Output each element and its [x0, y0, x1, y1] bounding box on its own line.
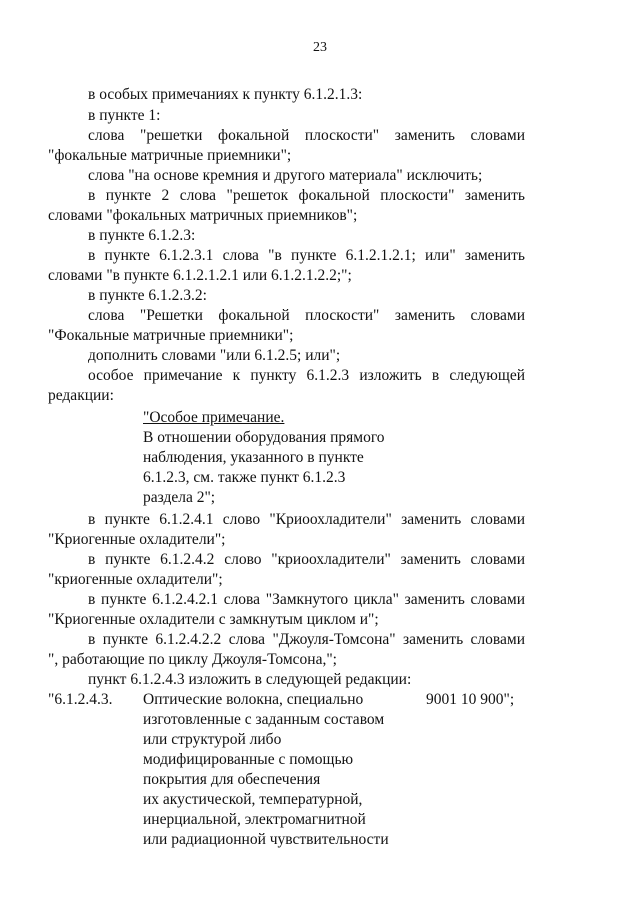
- text-line: "Фокальные матричные приемники";: [48, 327, 294, 344]
- special-note-line: раздела 2";: [143, 489, 216, 506]
- special-note-line: В отношении оборудования прямого: [143, 429, 385, 446]
- text-line: "Криогенные охладители";: [48, 531, 226, 548]
- entry-number: "6.1.2.4.3.: [48, 691, 113, 708]
- text-line: в пункте 6.1.2.4.2.2 слова "Джоуля-Томсона" заменить словами: [88, 631, 525, 648]
- text-line: "Криогенные охладители с замкнутым циклом и";: [48, 611, 379, 628]
- text-line: в пункте 6.1.2.3.2:: [88, 287, 207, 304]
- entry-description-line: изготовленные с заданным составом: [143, 711, 385, 728]
- special-note-line: 6.1.2.3, см. также пункт 6.1.2.3: [143, 469, 346, 486]
- entry-description-line: модифицированные с помощью: [143, 751, 354, 768]
- entry-description-line: покрытия для обеспечения: [143, 771, 321, 788]
- text-line: словами "в пункте 6.1.2.1.2.1 или 6.1.2.1.2.2;";: [48, 267, 352, 284]
- text-line: дополнить словами "или 6.1.2.5; или";: [88, 347, 341, 364]
- entry-description-line: Оптические волокна, специально: [143, 691, 364, 708]
- entry-description-line: их акустической, температурной,: [143, 791, 363, 808]
- text-line: слова "решетки фокальной плоскости" заменить словами: [88, 127, 525, 144]
- text-line: в пункте 2 слова "решеток фокальной плоскости" заменить: [88, 187, 525, 204]
- text-line: редакции:: [48, 387, 114, 404]
- page-number: 23: [313, 40, 327, 55]
- special-note-heading: "Особое примечание.: [143, 409, 285, 426]
- entry-code: 9001 10 900";: [426, 691, 515, 708]
- entry-description-line: или структурой либо: [143, 731, 282, 748]
- text-line: в пункте 6.1.2.3.1 слова "в пункте 6.1.2.1.2.1; или" заменить: [88, 247, 525, 264]
- text-line: словами "фокальных матричных приемников";: [48, 207, 358, 224]
- special-note-line: наблюдения, указанного в пункте: [143, 449, 364, 466]
- text-line: в пункте 6.1.2.4.2.1 слова "Замкнутого цикла" заменить словами: [88, 591, 525, 608]
- text-line: в пункте 6.1.2.3:: [88, 227, 196, 244]
- entry-description-line: инерциальной, электромагнитной: [143, 811, 366, 828]
- text-line: в пункте 6.1.2.4.1 слово "Криоохладители" заменить словами: [88, 511, 525, 528]
- text-line: ", работающие по циклу Джоуля-Томсона,";: [48, 651, 337, 668]
- text-line: пункт 6.1.2.4.3 изложить в следующей редакции:: [88, 671, 412, 688]
- text-line: в особых примечаниях к пункту 6.1.2.1.3:: [88, 86, 363, 103]
- entry-description-line: или радиационной чувствительности: [143, 831, 389, 848]
- text-line: слова "Решетки фокальной плоскости" заменить словами: [88, 307, 525, 324]
- text-line: в пункте 6.1.2.4.2 слово "криоохладители" заменить словами: [88, 551, 525, 568]
- text-line: в пункте 1:: [88, 107, 161, 124]
- text-line: особое примечание к пункту 6.1.2.3 изложить в следующей: [88, 367, 525, 384]
- text-line: "фокальные матричные приемники";: [48, 147, 292, 164]
- text-line: слова "на основе кремния и другого материала" исключить;: [88, 167, 483, 184]
- text-line: "криогенные охладители";: [48, 571, 223, 588]
